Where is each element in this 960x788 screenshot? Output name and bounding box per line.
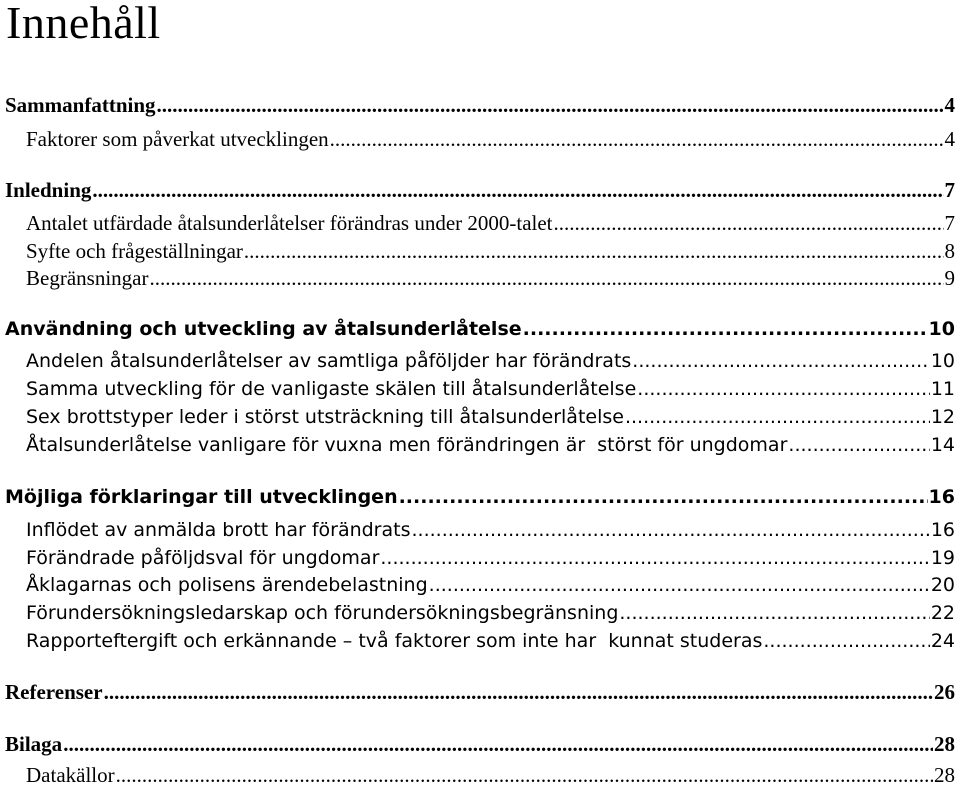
toc-entry-label: Antalet utfärdade åtalsunderlåtelser förändras under 2000-talet [26, 211, 553, 235]
toc-leader-dots [157, 92, 944, 118]
toc-leader-dots [619, 600, 929, 626]
toc-leader-dots [637, 376, 930, 402]
toc-leader-dots [116, 762, 933, 788]
toc-entry-sammanfattning[interactable] [0, 92, 955, 118]
toc-entry-label: Sex brottstyper leder i störst utsträckning till åtalsunderlåtelse [26, 406, 624, 428]
toc-leader-dots [788, 432, 929, 458]
toc-leader-dots [763, 628, 929, 654]
toc-entry-forundersokning[interactable] [0, 600, 955, 626]
toc-leader-dots [429, 572, 930, 598]
toc-entry-bilaga[interactable] [0, 731, 955, 757]
toc-entry-andelen[interactable] [0, 348, 955, 374]
toc-page-number: 10 [930, 350, 955, 372]
toc-leader-dots [399, 484, 928, 510]
toc-page-number: 4 [944, 93, 955, 117]
toc-entry-label: Rapporteftergift och erkännande – två faktorer som inte har kunnat studeras [26, 630, 763, 652]
toc-entry-label: Användning och utveckling av åtalsunderlåtelse [5, 318, 522, 340]
toc-page-number: 8 [944, 239, 955, 263]
toc-page-number: 14 [930, 434, 955, 456]
toc-leader-dots [149, 265, 943, 291]
toc-entry-referenser[interactable] [0, 679, 955, 705]
toc-entry-sex[interactable] [0, 404, 955, 430]
toc-page-number: 16 [930, 519, 955, 541]
toc-leader-dots [244, 238, 944, 264]
toc-entry-rapporteftergift[interactable] [0, 628, 955, 654]
toc-entry-label: Samma utveckling för de vanligaste skälen till åtalsunderlåtelse [26, 378, 637, 400]
toc-page-number: 10 [928, 318, 955, 340]
toc-entry-label: Andelen åtalsunderlåtelser av samtliga påföljder har förändrats [26, 350, 632, 372]
toc-entry-label: Bilaga [5, 732, 63, 756]
toc-entry-faktorer[interactable] [0, 126, 955, 152]
toc-leader-dots [412, 517, 930, 543]
toc-page-number: 11 [930, 378, 955, 400]
toc-entry-inflodet[interactable] [0, 517, 955, 543]
toc-entry-label: Sammanfattning [5, 93, 156, 117]
toc-entry-antalet[interactable] [0, 210, 955, 236]
page-title: Innehåll [6, 0, 161, 48]
toc-page-number: 26 [934, 680, 955, 704]
toc-page-number: 24 [930, 630, 955, 652]
toc-entry-syfte[interactable] [0, 238, 955, 264]
toc-entry-label: Referenser [5, 680, 103, 704]
toc-page-number: 22 [930, 602, 955, 624]
toc-entry-label: Förundersökningsledarskap och förundersökningsbegränsning [26, 602, 619, 624]
toc-entry-samma[interactable] [0, 376, 955, 402]
toc-entry-anvandning[interactable] [0, 316, 955, 342]
toc-entry-label: Åklagarnas och polisens ärendebelastning [26, 574, 428, 596]
toc-leader-dots [554, 210, 944, 236]
toc-page-number: 28 [934, 763, 955, 787]
toc-page-number: 28 [934, 732, 955, 756]
toc-page-number: 16 [928, 486, 955, 508]
toc-leader-dots [92, 177, 943, 203]
toc-page-number: 9 [944, 266, 955, 290]
toc-entry-label: Faktorer som påverkat utvecklingen [26, 127, 329, 151]
toc-leader-dots [104, 679, 933, 705]
toc-entry-label: Inflödet av anmälda brott har förändrats [26, 519, 411, 541]
toc-page-number: 7 [944, 178, 955, 202]
toc-leader-dots [63, 731, 933, 757]
toc-leader-dots [380, 545, 929, 571]
toc-page-number: 19 [930, 547, 955, 569]
toc-entry-label: Åtalsunderlåtelse vanligare för vuxna men förändringen är störst för ungdomar [26, 434, 788, 456]
toc-entry-label: Inledning [5, 178, 92, 202]
toc-entry-label: Förändrade påföljdsval för ungdomar [26, 547, 380, 569]
toc-entry-label: Möjliga förklaringar till utvecklingen [5, 486, 398, 508]
toc-entry-label: Datakällor [26, 763, 115, 787]
toc-leader-dots [632, 348, 930, 374]
toc-entry-atalsunderlatelse-vanligare[interactable] [0, 432, 955, 458]
toc-entry-inledning[interactable] [0, 177, 955, 203]
toc-leader-dots [523, 316, 928, 342]
toc-entry-aklagarnas[interactable] [0, 572, 955, 598]
toc-entry-forandrade[interactable] [0, 545, 955, 571]
toc-page-number: 12 [930, 406, 955, 428]
toc-page-number: 7 [944, 211, 955, 235]
toc-page-number: 4 [944, 127, 955, 151]
toc-leader-dots [330, 126, 944, 152]
toc-entry-datakallor[interactable] [0, 762, 955, 788]
toc-entry-begransningar[interactable] [0, 265, 955, 291]
toc-page-number: 20 [930, 574, 955, 596]
toc-entry-label: Syfte och frågeställningar [26, 239, 243, 263]
toc-entry-mojliga[interactable] [0, 484, 955, 510]
toc-leader-dots [625, 404, 930, 430]
toc-entry-label: Begränsningar [26, 266, 149, 290]
